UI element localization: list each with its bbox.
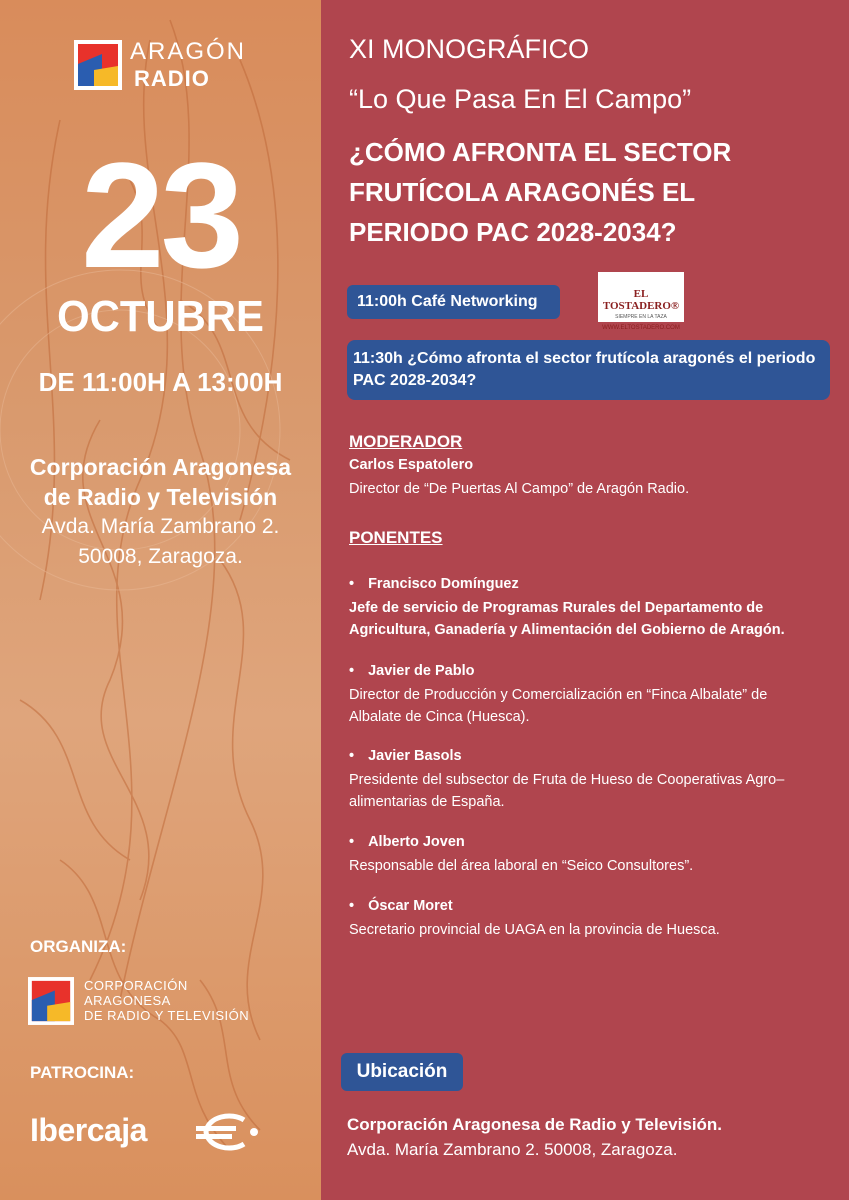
ubicacion-label: Ubicación bbox=[341, 1053, 463, 1091]
ponente-name-text: Javier de Pablo bbox=[368, 663, 475, 679]
title-line1: XI MONOGRÁFICO bbox=[349, 34, 590, 64]
moderador-role: Director de “De Puertas Al Campo” de Aragón Radio. bbox=[349, 481, 690, 497]
moderador-heading: MODERADOR bbox=[349, 432, 463, 451]
tostadero-tagline: SIEMPRE EN LA TAZA bbox=[615, 314, 667, 320]
patrocina-label: PATROCINA: bbox=[30, 1063, 135, 1082]
aragon-radio-logo-icon bbox=[74, 40, 122, 90]
venue-name-line2: de Radio y Televisión bbox=[43, 484, 278, 510]
left-panel bbox=[0, 0, 321, 1200]
ponente-role: Responsable del área laboral en “Seico Consultores”. bbox=[349, 858, 694, 874]
ubicacion-name: Corporación Aragonesa de Radio y Televisión. bbox=[347, 1115, 723, 1134]
ponente-name bbox=[349, 576, 519, 592]
venue-name-line1: Corporación Aragonesa bbox=[29, 454, 292, 480]
ponente-name-text: Javier Basols bbox=[368, 748, 462, 764]
ponente-name bbox=[349, 898, 453, 914]
crtv-logo-text bbox=[84, 978, 249, 1023]
bullet: • bbox=[349, 748, 355, 764]
bullet: • bbox=[349, 898, 355, 914]
organiza-label: ORGANIZA: bbox=[30, 937, 127, 956]
ponente-role: Secretario provincial de UAGA en la provincia de Huesca. bbox=[349, 922, 720, 938]
ubicacion-address: Avda. María Zambrano 2. 50008, Zaragoza. bbox=[347, 1140, 678, 1159]
bullet: • bbox=[349, 834, 355, 850]
ponente-role: Director de Producción y Comercialización en “Finca Albalate” de Albalate de Cinca (Huesca). bbox=[349, 687, 768, 725]
ponente-name-text: Óscar Moret bbox=[368, 898, 453, 914]
logo-line2: RADIO bbox=[134, 66, 210, 91]
moderador-name: Carlos Espatolero bbox=[349, 457, 474, 473]
ponente-role: Presidente del subsector de Fruta de Hueso de Cooperativas Agro–alimentarias de España. bbox=[349, 772, 785, 810]
ibercaja-logo-text: Ibercaja bbox=[30, 1112, 147, 1148]
crtv-logo-icon bbox=[28, 976, 74, 1026]
tostadero-url: WWW.ELTOSTADERO.COM bbox=[602, 325, 680, 331]
tostadero-name: EL TOSTADERO® bbox=[602, 288, 680, 312]
ponente-name bbox=[349, 663, 474, 679]
schedule-item-networking: 11:00h Café Networking bbox=[347, 285, 560, 319]
bullet: • bbox=[349, 576, 355, 592]
ibercaja-euro-icon bbox=[196, 1112, 260, 1152]
event-month: OCTUBRE bbox=[57, 292, 264, 341]
venue-name bbox=[0, 452, 321, 512]
ponente-role: Jefe de servicio de Programas Rurales del Departamento de Agricultura, Ganadería y Alimentación del Gobierno de Aragón. bbox=[349, 600, 785, 638]
ponente-name bbox=[349, 834, 465, 850]
ponente-name-text: Alberto Joven bbox=[368, 834, 465, 850]
title-line2: “Lo Que Pasa En El Campo” bbox=[349, 84, 692, 114]
logo-line1: ARAGÓN bbox=[130, 38, 247, 65]
ponente-name-text: Francisco Domínguez bbox=[368, 576, 519, 592]
bullet: • bbox=[349, 663, 355, 679]
ponentes-heading: PONENTES bbox=[349, 528, 443, 547]
ponente-name bbox=[349, 748, 462, 764]
crtv-line3: DE RADIO Y TELEVISIÓN bbox=[84, 1008, 250, 1023]
title-question: ¿CÓMO AFRONTA EL SECTOR FRUTÍCOLA ARAGONÉS EL PERIODO PAC 2028-2034? bbox=[349, 137, 732, 247]
venue-address bbox=[0, 512, 321, 572]
venue-address-line1: Avda. María Zambrano 2. bbox=[41, 515, 280, 538]
crtv-line2: ARAGONESA bbox=[84, 993, 171, 1008]
crtv-line1: CORPORACIÓN bbox=[84, 978, 188, 993]
event-day: 23 bbox=[81, 131, 240, 299]
event-hours: DE 11:00H A 13:00H bbox=[38, 367, 283, 397]
tostadero-logo bbox=[598, 272, 684, 331]
schedule-item-debate: 11:30h ¿Cómo afronta el sector frutícola aragonés el periodo PAC 2028-2034? bbox=[347, 340, 830, 400]
venue-address-line2: 50008, Zaragoza. bbox=[78, 545, 243, 568]
